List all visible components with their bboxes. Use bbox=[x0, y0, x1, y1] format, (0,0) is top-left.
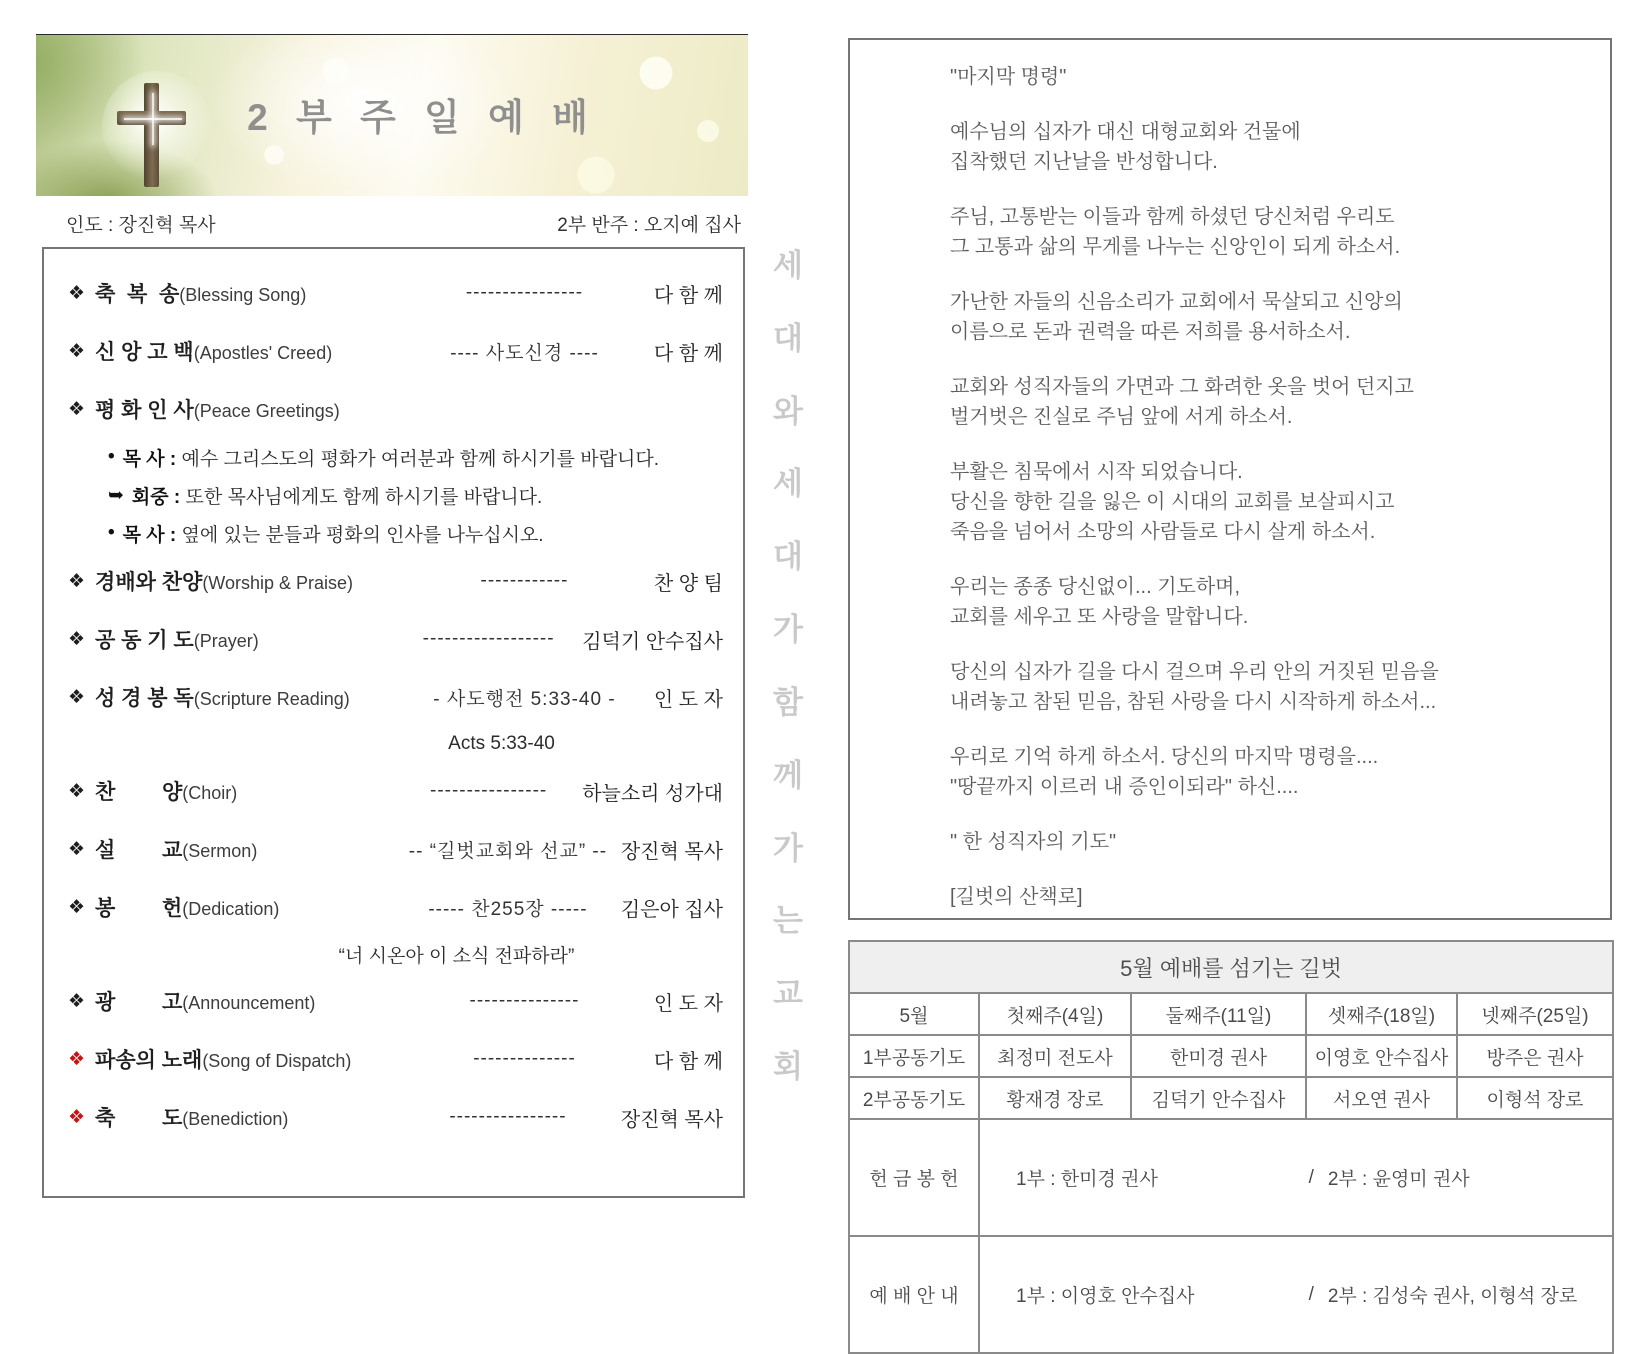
table-header-row bbox=[849, 993, 1613, 1035]
prayer-paragraph bbox=[950, 287, 1590, 347]
prayer-line: 예수님의 십자가 대신 대형교회와 건물에 bbox=[950, 121, 1301, 143]
order-item-scripture-reading bbox=[68, 668, 723, 726]
bullet-icon: • bbox=[108, 522, 115, 543]
prayer-line: 우리로 기억 하게 하소서. 당신의 마지막 명령을.... bbox=[950, 746, 1379, 768]
header-cell: 셋째주(18일) bbox=[1306, 993, 1457, 1035]
arrow-icon: ➥ bbox=[108, 484, 124, 506]
item-title: 파송의 노래 bbox=[95, 1049, 203, 1072]
prayer-line: 죽음을 넘어서 소망의 사람들로 다시 살게 하소서. bbox=[950, 521, 1376, 543]
diamond-icon: ❖ bbox=[68, 838, 86, 860]
prayer-line: 부활은 침묵에서 시작 되었습니다. bbox=[950, 461, 1243, 483]
table-row-ushering bbox=[849, 1236, 1613, 1353]
ushering-part1: 1부 : 이영호 안수집사 bbox=[1016, 1286, 1195, 1307]
item-person: 다 함 께 bbox=[653, 342, 723, 365]
may-servers-table bbox=[848, 940, 1614, 1354]
item-title: 경배와 찬양 bbox=[95, 571, 203, 594]
peace-greeting-dialogue bbox=[68, 438, 723, 552]
prayer-paragraph bbox=[950, 882, 1590, 912]
table-row-offering bbox=[849, 1119, 1613, 1236]
diamond-icon: ❖ bbox=[68, 570, 86, 592]
prayer-line: 그 고통과 삶의 무게를 나누는 신앙인이 되게 하소서. bbox=[950, 236, 1401, 258]
table-title-row bbox=[849, 941, 1613, 993]
prayer-line: 교회와 성직자들의 가면과 그 화려한 옷을 벗어 던지고 bbox=[950, 376, 1414, 398]
slogan-char: 회 bbox=[773, 1048, 803, 1084]
item-title: 축 복 송 bbox=[95, 283, 180, 306]
prayer-line: "마지막 명령" bbox=[950, 66, 1067, 88]
item-title-en: (Choir) bbox=[182, 783, 238, 803]
service-leader: 인도 : 장진혁 목사 bbox=[66, 215, 216, 236]
peace-line bbox=[108, 438, 723, 476]
offering-part2: 2부 : 윤영미 권사 bbox=[1327, 1169, 1470, 1190]
slogan-char: 대 bbox=[773, 539, 803, 575]
item-detail: ---------------- bbox=[449, 1106, 567, 1127]
prayer-line: 집착했던 지난날을 반성합니다. bbox=[950, 151, 1218, 173]
header-cell: 첫째주(4일) bbox=[979, 993, 1131, 1035]
diamond-icon: ❖ bbox=[68, 398, 86, 420]
header-cell: 넷째주(25일) bbox=[1457, 993, 1613, 1035]
scripture-reference-english: Acts 5:33-40 bbox=[448, 733, 555, 754]
diamond-icon: ❖ bbox=[68, 990, 86, 1012]
item-title-en: (Prayer) bbox=[193, 631, 259, 651]
prayer-paragraph bbox=[950, 62, 1590, 92]
prayer-line: 주님, 고통받는 이들과 함께 하셨던 당신처럼 우리도 bbox=[950, 206, 1395, 228]
slogan-char: 함 bbox=[773, 684, 803, 720]
diamond-icon: ❖ bbox=[68, 780, 86, 802]
prayer-line: 벌거벗은 진실로 주님 앞에 서게 하소서. bbox=[950, 406, 1293, 428]
prayer-line: 우리는 종종 당신없이... 기도하며, bbox=[950, 576, 1241, 598]
order-item-dedication bbox=[68, 878, 723, 936]
item-title-en: (Dedication) bbox=[182, 899, 280, 919]
cell: 김덕기 안수집사 bbox=[1131, 1077, 1306, 1119]
slogan-char: 세 bbox=[773, 248, 803, 283]
slash-separator: / bbox=[1308, 1166, 1314, 1188]
diamond-icon-red: ❖ bbox=[68, 1048, 86, 1070]
peace-line bbox=[108, 476, 723, 514]
item-person: 다 함 께 bbox=[653, 1050, 723, 1073]
cell: 이형석 장로 bbox=[1457, 1077, 1613, 1119]
slash-separator: / bbox=[1308, 1283, 1314, 1305]
order-item-peace-greetings bbox=[68, 380, 723, 438]
item-title: 광 고 bbox=[95, 991, 183, 1014]
speaker-label: 회중 : bbox=[131, 486, 181, 508]
cell bbox=[979, 1119, 1613, 1236]
cell: 서오연 권사 bbox=[1306, 1077, 1457, 1119]
diamond-icon: ❖ bbox=[68, 686, 86, 708]
prayer-line: 당신의 십자가 길을 다시 걸으며 우리 안의 거짓된 믿음을 bbox=[950, 661, 1439, 683]
slogan-char: 가 bbox=[773, 612, 803, 648]
slogan-char: 는 bbox=[773, 903, 803, 939]
item-person: 장진혁 목사 bbox=[620, 1108, 723, 1131]
item-title-en: (Announcement) bbox=[182, 993, 316, 1013]
cell: 최정미 전도사 bbox=[979, 1035, 1131, 1077]
item-person: 인 도 자 bbox=[653, 688, 723, 711]
item-title: 공 동 기 도 bbox=[95, 629, 194, 652]
item-detail: ---------------- bbox=[465, 282, 584, 303]
prayer-paragraph bbox=[950, 202, 1590, 262]
item-detail: - 사도행전 5:33-40 - bbox=[433, 688, 616, 710]
item-person: 다 함 께 bbox=[653, 284, 723, 307]
prayer-line: "땅끝까지 이르러 내 증인이되라" 하신.... bbox=[950, 776, 1299, 798]
order-item-prayer bbox=[68, 610, 723, 668]
item-title-en: (Worship & Praise) bbox=[202, 573, 354, 593]
leaders-row bbox=[42, 210, 745, 237]
order-item-choir bbox=[68, 762, 723, 820]
prayer-paragraph bbox=[950, 657, 1590, 717]
table-title: 5월 예배를 섬기는 길벗 bbox=[849, 941, 1613, 993]
speaker-label: 목 사 : bbox=[122, 524, 177, 546]
item-title-en: (Apostles' Creed) bbox=[193, 343, 333, 363]
slogan-char: 가 bbox=[773, 830, 803, 866]
order-item-apostles-creed bbox=[68, 322, 723, 380]
speaker-text: 예수 그리스도의 평화가 여러분과 함께 하시기를 바랍니다. bbox=[176, 448, 659, 470]
cell bbox=[979, 1236, 1613, 1353]
item-title-en: (Peace Greetings) bbox=[193, 401, 340, 421]
prayer-paragraph bbox=[950, 827, 1590, 857]
item-detail: --------------- bbox=[469, 990, 580, 1011]
order-of-worship-box bbox=[42, 247, 745, 1198]
item-title: 봉 헌 bbox=[95, 897, 183, 920]
prayer-line: 당신을 향한 길을 잃은 이 시대의 교회를 보살피시고 bbox=[950, 491, 1395, 513]
item-detail: -- “길벗교회와 선교” -- bbox=[408, 840, 608, 862]
item-detail: ------------------ bbox=[422, 628, 555, 649]
worship-banner bbox=[36, 34, 748, 196]
item-title-en: (Scripture Reading) bbox=[193, 689, 350, 709]
prayer-paragraph bbox=[950, 457, 1590, 547]
speaker-label: 목 사 : bbox=[122, 448, 177, 470]
prayer-line: 교회를 세우고 또 사랑을 말합니다. bbox=[950, 606, 1249, 628]
item-title: 신 앙 고 백 bbox=[95, 341, 194, 364]
slogan-char: 교 bbox=[773, 976, 803, 1012]
speaker-text: 또한 목사님에게도 함께 하시기를 바랍니다. bbox=[180, 486, 543, 508]
cell: 한미경 권사 bbox=[1131, 1035, 1306, 1077]
bullet-icon: • bbox=[108, 446, 115, 467]
service-title: 2 부 주 일 예 배 bbox=[247, 96, 597, 138]
prayer-source: [길벗의 산책로] bbox=[950, 886, 1083, 908]
diamond-icon: ❖ bbox=[68, 896, 86, 918]
slogan-char: 대 bbox=[773, 320, 803, 356]
item-person: 김은아 집사 bbox=[620, 898, 723, 921]
cell: 황재경 장로 bbox=[979, 1077, 1131, 1119]
dedication-hymn-quote: “너 시온아 이 소식 전파하라” bbox=[338, 945, 575, 967]
prayer-line: 내려놓고 참된 믿음, 참된 사랑을 다시 시작하게 하소서... bbox=[950, 691, 1437, 713]
cell: 방주은 권사 bbox=[1457, 1035, 1613, 1077]
item-detail: ----- 찬255장 ----- bbox=[428, 898, 588, 920]
header-cell: 둘째주(11일) bbox=[1131, 993, 1306, 1035]
item-title-en: (Benediction) bbox=[182, 1109, 289, 1129]
service-accompanist: 2부 반주 : 오지예 집사 bbox=[557, 215, 741, 236]
offering-part1: 1부 : 한미경 권사 bbox=[1016, 1169, 1158, 1190]
slogan-char: 와 bbox=[773, 393, 803, 429]
item-person: 하늘소리 성가대 bbox=[582, 782, 723, 805]
row-label: 헌 금 봉 헌 bbox=[849, 1119, 979, 1236]
table-row bbox=[849, 1077, 1613, 1119]
cell: 이영호 안수집사 bbox=[1306, 1035, 1457, 1077]
item-title: 축 도 bbox=[95, 1107, 183, 1130]
item-detail: ------------ bbox=[480, 570, 569, 591]
item-title: 찬 양 bbox=[95, 781, 183, 804]
row-label: 2부공동기도 bbox=[849, 1077, 979, 1119]
item-title-en: (Sermon) bbox=[182, 841, 258, 861]
prayer-line: 가난한 자들의 신음소리가 교회에서 묵살되고 신앙의 bbox=[950, 291, 1403, 313]
item-detail: ---- 사도신경 ---- bbox=[450, 342, 599, 364]
order-item-worship-praise bbox=[68, 552, 723, 610]
order-item-sermon bbox=[68, 820, 723, 878]
row-label: 1부공동기도 bbox=[849, 1035, 979, 1077]
diamond-icon: ❖ bbox=[68, 628, 86, 650]
item-title-en: (Blessing Song) bbox=[179, 285, 307, 305]
order-item-benediction bbox=[68, 1088, 723, 1146]
item-detail: -------------- bbox=[473, 1048, 576, 1069]
row-label: 예 배 안 내 bbox=[849, 1236, 979, 1353]
diamond-icon-red: ❖ bbox=[68, 1106, 86, 1128]
prayer-paragraph bbox=[950, 117, 1590, 177]
prayer-line: 이름으로 돈과 권력을 따른 저희를 용서하소서. bbox=[950, 321, 1351, 343]
item-person: 찬 양 팀 bbox=[653, 572, 723, 595]
order-item-song-of-dispatch bbox=[68, 1030, 723, 1088]
header-cell: 5월 bbox=[849, 993, 979, 1035]
speaker-text: 옆에 있는 분들과 평화의 인사를 나누십시오. bbox=[176, 524, 544, 546]
diamond-icon: ❖ bbox=[68, 340, 86, 362]
prayer-text-box bbox=[848, 38, 1612, 920]
table-row bbox=[849, 1035, 1613, 1077]
item-person: 장진혁 목사 bbox=[620, 840, 723, 863]
peace-line bbox=[108, 514, 723, 552]
slogan-char: 세 bbox=[773, 466, 803, 502]
item-title: 설 교 bbox=[95, 839, 183, 862]
vertical-slogan bbox=[768, 250, 808, 1082]
prayer-attribution: " 한 성직자의 기도" bbox=[950, 831, 1117, 853]
item-title-en: (Song of Dispatch) bbox=[202, 1051, 352, 1071]
item-title: 성 경 봉 독 bbox=[95, 687, 194, 710]
item-person: 인 도 자 bbox=[653, 992, 723, 1015]
prayer-paragraph bbox=[950, 572, 1590, 632]
order-item-announcement bbox=[68, 972, 723, 1030]
diamond-icon: ❖ bbox=[68, 282, 86, 304]
prayer-paragraph bbox=[950, 372, 1590, 432]
item-detail: ---------------- bbox=[430, 780, 548, 801]
item-title: 평 화 인 사 bbox=[95, 399, 194, 422]
order-item-blessing-song bbox=[68, 264, 723, 322]
slogan-char: 께 bbox=[773, 757, 803, 793]
item-person: 김덕기 안수집사 bbox=[582, 630, 723, 653]
ushering-part2: 2부 : 김성숙 권사, 이형석 장로 bbox=[1327, 1286, 1578, 1307]
prayer-paragraph bbox=[950, 742, 1590, 802]
